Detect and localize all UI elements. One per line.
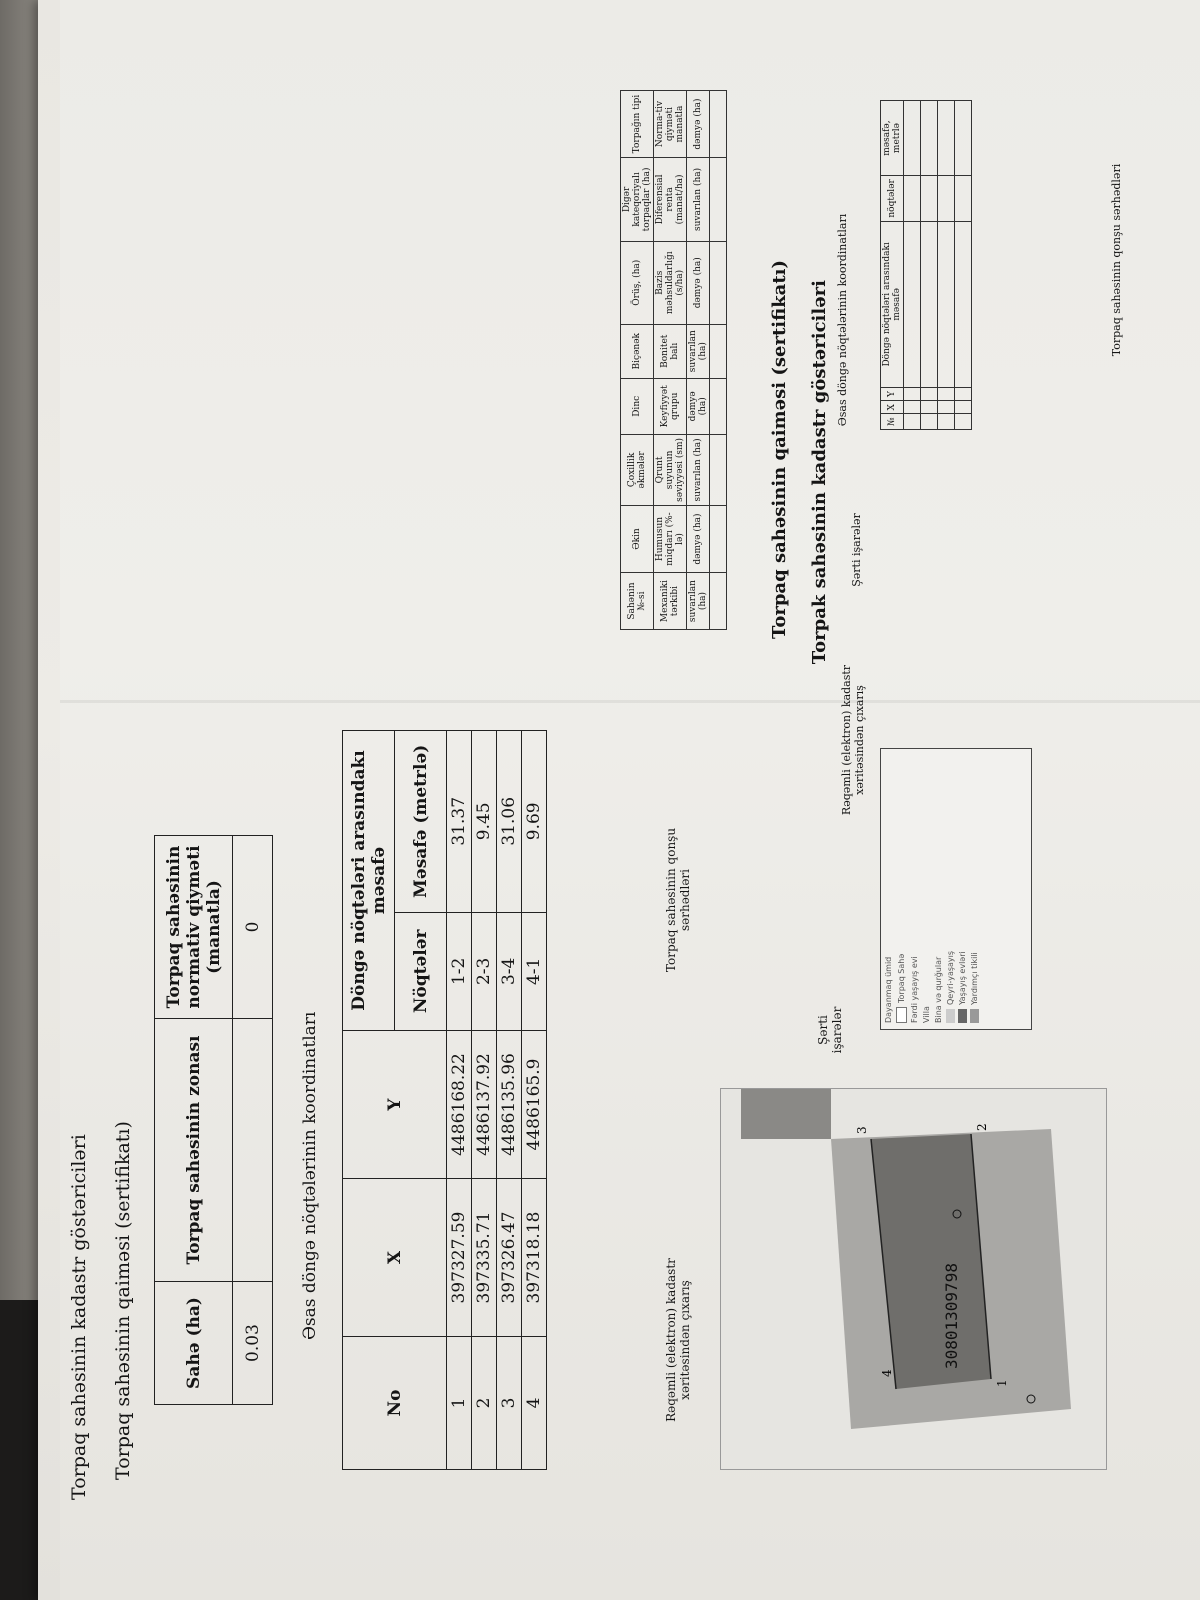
row-no: 3 xyxy=(497,1337,522,1470)
header-cell: Biçənək xyxy=(621,324,654,378)
header-cell: Bazis məhsuldarlığı (s/ha) xyxy=(654,241,687,324)
map-caption: Rəqəmli (elektron) kadastr xəritəsindən çıxarış xyxy=(664,1258,692,1422)
subheader-cell: suvarılan (ha) xyxy=(687,158,710,242)
coords-title: Əsas döngə nöqtələrinin koordinatları xyxy=(300,1011,320,1340)
header-area: Sahə (ha) xyxy=(155,1282,233,1405)
header-cell: Bonitet balı xyxy=(654,324,687,378)
header-cell: № xyxy=(881,414,904,430)
row-x: 397327.59 xyxy=(447,1179,472,1337)
subheader-cell: dəmyə (ha) xyxy=(687,505,710,572)
header-points: Nöqtələr xyxy=(395,912,447,1030)
row-points: 4-1 xyxy=(522,912,547,1030)
row-meters: 9.69 xyxy=(522,731,547,913)
row-y: 4486135.96 xyxy=(497,1031,522,1179)
area-table xyxy=(154,835,273,1405)
map-point-label: 4 xyxy=(880,1369,894,1377)
header-cell: məsafə, metrlə xyxy=(881,101,904,176)
certificate-document-right xyxy=(80,80,1170,860)
neighbors-caption: Torpaq sahəsinin qonşu sərhədləri xyxy=(664,827,692,973)
map-drawing xyxy=(721,1089,1106,1469)
legend-item: Qeyri-yaşayış xyxy=(946,755,955,1023)
header-distance: Döngə nöqtələri arasındakı məsafə xyxy=(343,731,395,1031)
header-cell: nöqtələr xyxy=(881,176,904,221)
subheader-cell: suvarılan (ha) xyxy=(687,434,710,505)
docb-title: Torpak sahəsinin kadastr göstəriciləri xyxy=(809,280,830,665)
subheader-cell: suvarılan (ha) xyxy=(687,324,710,378)
header-cell: Keyfiyyət qrupu xyxy=(654,378,687,434)
header-cell: Örüş, (ha) xyxy=(621,241,654,324)
docb-coords-table xyxy=(880,100,972,430)
legend-item: Yardımçı tikili xyxy=(970,755,979,1023)
legend-item: Dayanmaq ümid xyxy=(884,956,893,1023)
header-cell: Humusun miqdarı (%-lə) xyxy=(654,505,687,572)
legend-item: Torpaq Sahə xyxy=(896,755,907,1023)
header-cell: Diferensial renta (manat/ha) xyxy=(654,158,687,242)
header-cell: Norma-tiv qiyməti manatla xyxy=(654,91,687,158)
auxiliary-swatch-icon xyxy=(970,1009,979,1023)
header-y: Y xyxy=(343,1031,447,1179)
row-y: 4486165.9 xyxy=(522,1031,547,1179)
subheader-cell: dəmyə (ha) xyxy=(687,378,710,434)
legend-item: Yaşayış evləri xyxy=(958,755,967,1023)
doc-subtitle: Torpaq sahəsinin qaiməsi (sertifikatı) xyxy=(112,1121,134,1480)
docb-flipped-region xyxy=(610,90,1170,860)
nonresidential-swatch-icon xyxy=(946,1009,955,1023)
legend-item: Villa xyxy=(922,1006,931,1023)
map-point-label: 2 xyxy=(975,1123,989,1131)
subheader-cell: dəmyə (ha) xyxy=(687,91,710,158)
docb-legend-title: Şərti işarələr xyxy=(850,513,863,587)
header-cell: Dinc xyxy=(621,378,654,434)
legend-item: Bina və qurğular xyxy=(934,956,943,1023)
header-no: No xyxy=(343,1337,447,1470)
row-y: 4486137.92 xyxy=(472,1031,497,1179)
row-no: 4 xyxy=(522,1337,547,1470)
row-no: 1 xyxy=(447,1337,472,1470)
row-points: 3-4 xyxy=(497,912,522,1030)
docb-subtitle: Torpaq sahəsinin qaiməsi (sertifikatı) xyxy=(769,260,790,639)
subheader-cell: dəmyə (ha) xyxy=(687,241,710,324)
header-cell: Sahənin №-si xyxy=(621,573,654,630)
docb-neighbors-title: Torpaq sahəsinin qonşu sərhədləri xyxy=(1110,163,1123,357)
docb-coords-title: Əsas döngə nöqtələrinin koordinatları xyxy=(836,213,849,427)
row-points: 1-2 xyxy=(447,912,472,1030)
header-cell: X xyxy=(881,401,904,414)
row-x: 397318.18 xyxy=(522,1179,547,1337)
row-x: 397326.47 xyxy=(497,1179,522,1337)
header-normative-price: Torpaq sahəsinin normativ qiyməti (manatla) xyxy=(155,836,233,1019)
header-cell: Y xyxy=(881,388,904,401)
legend-caption: Şərti işarələr xyxy=(816,1006,844,1054)
doc-title: Torpaq sahəsinin kadastr göstəriciləri xyxy=(68,1134,90,1500)
header-cell: Torpağın tipi xyxy=(621,91,654,158)
parcel-swatch-icon xyxy=(896,1007,907,1023)
map-building xyxy=(741,1089,831,1139)
row-meters: 9.45 xyxy=(472,731,497,913)
row-meters: 31.37 xyxy=(447,731,472,913)
header-cell: Digər kateqoriyalı torpaqlar (ha) xyxy=(621,158,654,242)
legend-item: Fərdi yaşayış evi xyxy=(910,956,919,1023)
row-y: 4486168.22 xyxy=(447,1031,472,1179)
map-parcel-id: 30801309798 xyxy=(942,1263,961,1369)
land-quality-table xyxy=(620,90,727,630)
price-value: 0 xyxy=(233,836,273,1019)
map-point-label: 1 xyxy=(995,1379,1009,1387)
header-meters: Məsafə (metrlə) xyxy=(395,731,447,913)
area-value: 0.03 xyxy=(233,1282,273,1405)
header-cell: Çoxillik əkmələr xyxy=(621,434,654,505)
header-cell: Əkin xyxy=(621,505,654,572)
header-cell: Mexaniki tərkibi xyxy=(654,573,687,630)
zone-value xyxy=(233,1019,273,1282)
header-cell: Döngə nöqtələri arasındakı məsafə xyxy=(881,221,904,387)
header-cell: Qrunt suyunun səviyyəsi (sm) xyxy=(654,434,687,505)
cadastral-map xyxy=(720,1088,1107,1470)
row-no: 2 xyxy=(472,1337,497,1470)
subheader-cell: suvarılan (ha) xyxy=(687,573,710,630)
row-points: 2-3 xyxy=(472,912,497,1030)
docb-map-caption: Rəqəmli (elektron) kadastr xəritəsindən çıxarış xyxy=(840,664,866,816)
map-point-label: 3 xyxy=(855,1126,869,1134)
residential-swatch-icon xyxy=(958,1009,967,1023)
header-x: X xyxy=(343,1179,447,1337)
row-x: 397335.71 xyxy=(472,1179,497,1337)
row-meters: 31.06 xyxy=(497,731,522,913)
header-zone: Torpaq sahəsinin zonası xyxy=(155,1019,233,1282)
